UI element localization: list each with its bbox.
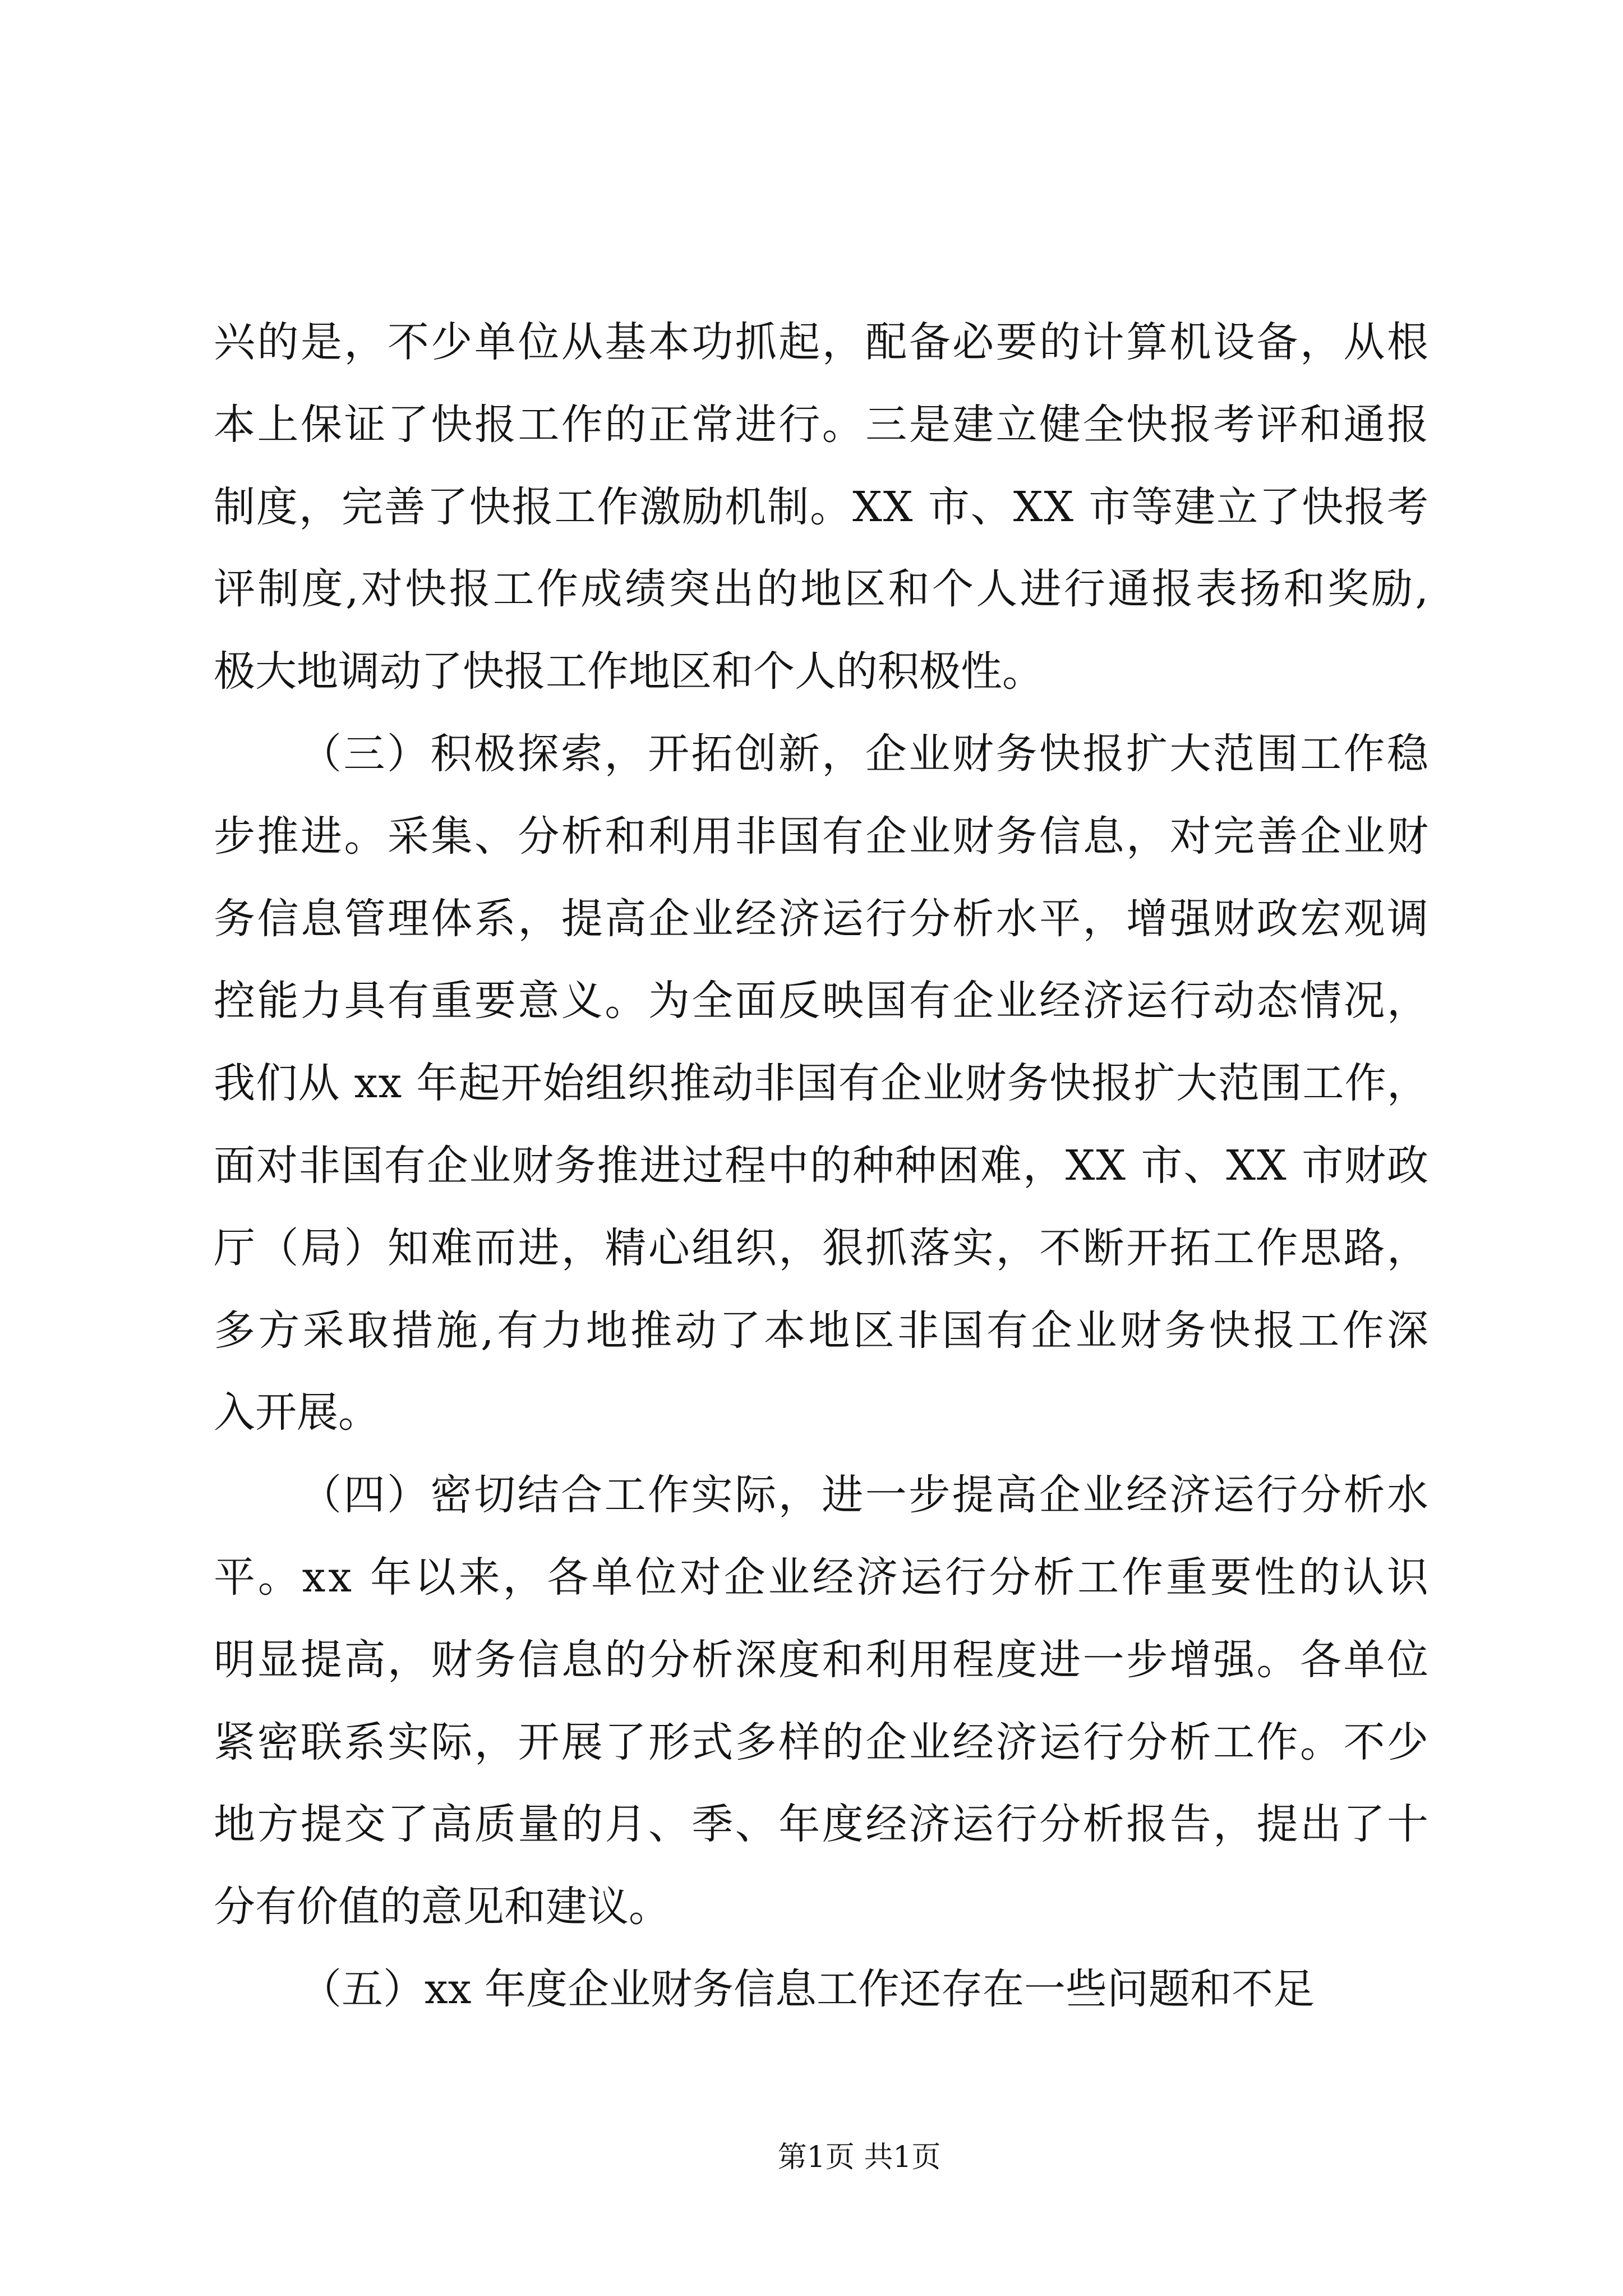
text-line xyxy=(214,548,1431,631)
text-line-content: 务信息管理体系，提高企业经济运行分析水平，增强财政宏观调 xyxy=(214,894,1431,943)
document-body xyxy=(214,301,1432,2031)
page-number: 第1页 共1页 xyxy=(777,2141,941,2174)
text-line xyxy=(214,1866,1428,1948)
text-line xyxy=(214,960,1431,1042)
text-line xyxy=(214,301,1431,384)
text-line-content: 本上保证了快报工作的正常进行。三是建立健全快报考评和通报 xyxy=(214,400,1431,449)
text-line xyxy=(214,1619,1431,1701)
text-line-content: 厅（局）知难而进，精心组织，狠抓落实，不断开拓工作思路， xyxy=(214,1223,1431,1272)
text-line-content: 面对非国有企业财务推进过程中的种种困难，XX 市、XX 市财政 xyxy=(214,1141,1430,1190)
text-line xyxy=(214,1372,1428,1454)
text-line-content: 控能力具有重要意义。为全面反映国有企业经济运行动态情况， xyxy=(214,977,1431,1025)
text-line-content: 极大地调动了快报工作地区和个人的积极性。 xyxy=(214,647,1044,696)
text-line-content: 我们从 xx 年起开始组织推动非国有企业财务快报扩大范围工作， xyxy=(214,1059,1430,1108)
text-line-content: 兴的是，不少单位从基本功抓起，配备必要的计算机设备，从根 xyxy=(214,318,1431,366)
text-line xyxy=(214,466,1428,549)
text-line xyxy=(214,713,1431,795)
text-line-content: 制度，完善了快报工作激励机制。XX 市、XX 市等建立了快报考 xyxy=(214,482,1430,531)
text-line-content: （四）密切结合工作实际，进一步提高企业经济运行分析水 xyxy=(300,1471,1431,1520)
paragraph xyxy=(214,1454,1431,1948)
paragraph-heading xyxy=(214,1948,1428,2031)
text-line-content: （三）积极探索，开拓创新，企业财务快报扩大范围工作稳 xyxy=(300,729,1431,778)
page-footer xyxy=(691,2132,1027,2183)
text-line-content: 地方提交了高质量的月、季、年度经济运行分析报告，提出了十 xyxy=(214,1800,1431,1849)
text-line-content: 步推进。采集、分析和利用非国有企业财务信息，对完善企业财 xyxy=(214,812,1431,861)
text-line xyxy=(214,631,1428,713)
paragraph xyxy=(214,713,1432,1454)
text-line xyxy=(214,1783,1431,1866)
text-line xyxy=(214,1042,1428,1125)
text-line-content: 分有价值的意见和建议。 xyxy=(214,1883,670,1931)
text-line xyxy=(214,1701,1431,1784)
text-line xyxy=(214,1536,1431,1619)
text-line-content: 评制度,对快报工作成绩突出的地区和个人进行通报表扬和奖励, xyxy=(214,565,1431,614)
text-line-content: 多方采取措施,有力地推动了本地区非国有企业财务快报工作深 xyxy=(214,1306,1432,1355)
text-line xyxy=(214,384,1431,466)
text-line xyxy=(214,878,1431,960)
text-line-content: 紧密联系实际，开展了形式多样的企业经济运行分析工作。不少 xyxy=(214,1718,1431,1766)
text-line xyxy=(214,1290,1432,1372)
text-line-content: 入开展。 xyxy=(214,1388,380,1437)
text-line-content: 平。xx 年以来，各单位对企业经济运行分析工作重要性的认识 xyxy=(214,1553,1431,1602)
text-line xyxy=(214,1948,1428,2031)
text-line xyxy=(214,1454,1431,1536)
text-line xyxy=(214,795,1431,878)
text-line-content: 明显提高，财务信息的分析深度和利用程度进一步增强。各单位 xyxy=(214,1635,1431,1684)
text-line xyxy=(214,1207,1431,1290)
text-line xyxy=(214,1125,1428,1207)
paragraph xyxy=(214,301,1431,713)
text-line-content: （五）xx 年度企业财务信息工作还存在一些问题和不足 xyxy=(300,1964,1315,2013)
